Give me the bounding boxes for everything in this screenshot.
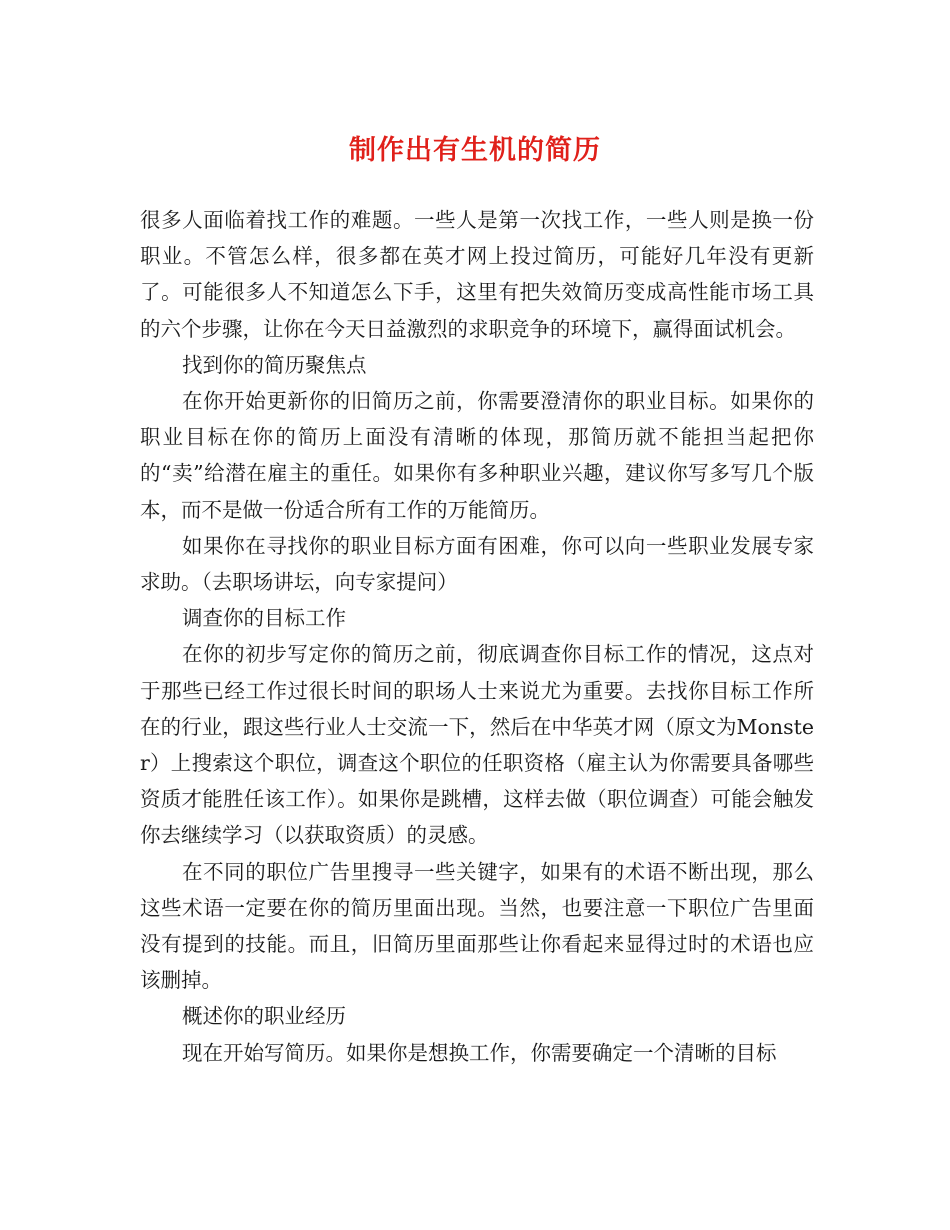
body-paragraph: 在你的初步写定你的简历之前，彻底调查你目标工作的情况，这点对于那些已经工作过很长时间的职场人士来说尤为重要。去找你目标工作所在的行业，跟这些行业人士交流一下，然后在中华英才网（原文为Monster）上搜索这个职位，调查这个职位的任职资格（雇主认为你需要具备哪些资质才能胜任该工作）。如果你是跳槽，这样去做（职位调查）可能会触发你去继续学习（以获取资质）的灵感。 bbox=[140, 642, 814, 848]
document-title: 制作出有生机的简历 bbox=[349, 135, 601, 166]
section-heading-summary: 概述你的职业经历 bbox=[182, 1004, 346, 1029]
body-paragraph: 在不同的职位广告里搜寻一些关键字，如果有的术语不断出现，那么这些术语一定要在你的简历里面出现。当然，也要注意一下职位广告里面没有提到的技能。而且，旧简历里面那些让你看起来显得过时的术语也应该删掉。 bbox=[140, 859, 814, 993]
body-paragraph: 在你开始更新你的旧简历之前，你需要澄清你的职业目标。如果你的职业目标在你的简历上面没有清晰的体现，那简历就不能担当起把你的“卖”给潜在雇主的重任。如果你有多种职业兴趣，建议你写多写几个版本，而不是做一份适合所有工作的万能简历。 bbox=[140, 389, 814, 522]
section-heading-focus: 找到你的简历聚焦点 bbox=[182, 352, 367, 377]
section-heading-research: 调查你的目标工作 bbox=[182, 606, 346, 631]
body-paragraph: 如果你在寻找你的职业目标方面有困难，你可以向一些职业发展专家求助。（去职场讲坛，向专家提问） bbox=[140, 533, 814, 595]
document-body bbox=[140, 202, 814, 1071]
body-paragraph: 现在开始写简历。如果你是想换工作，你需要确定一个清晰的目标 bbox=[182, 1040, 777, 1065]
intro-paragraph: 很多人面临着找工作的难题。一些人是第一次找工作，一些人则是换一份职业。不管怎么样，很多都在英才网上投过简历，可能好几年没有更新了。可能很多人不知道怎么下手，这里有把失效简历变成高性能市场工具的六个步骤，让你在今天日益激烈的求职竞争的环境下，赢得面试机会。 bbox=[140, 208, 814, 341]
